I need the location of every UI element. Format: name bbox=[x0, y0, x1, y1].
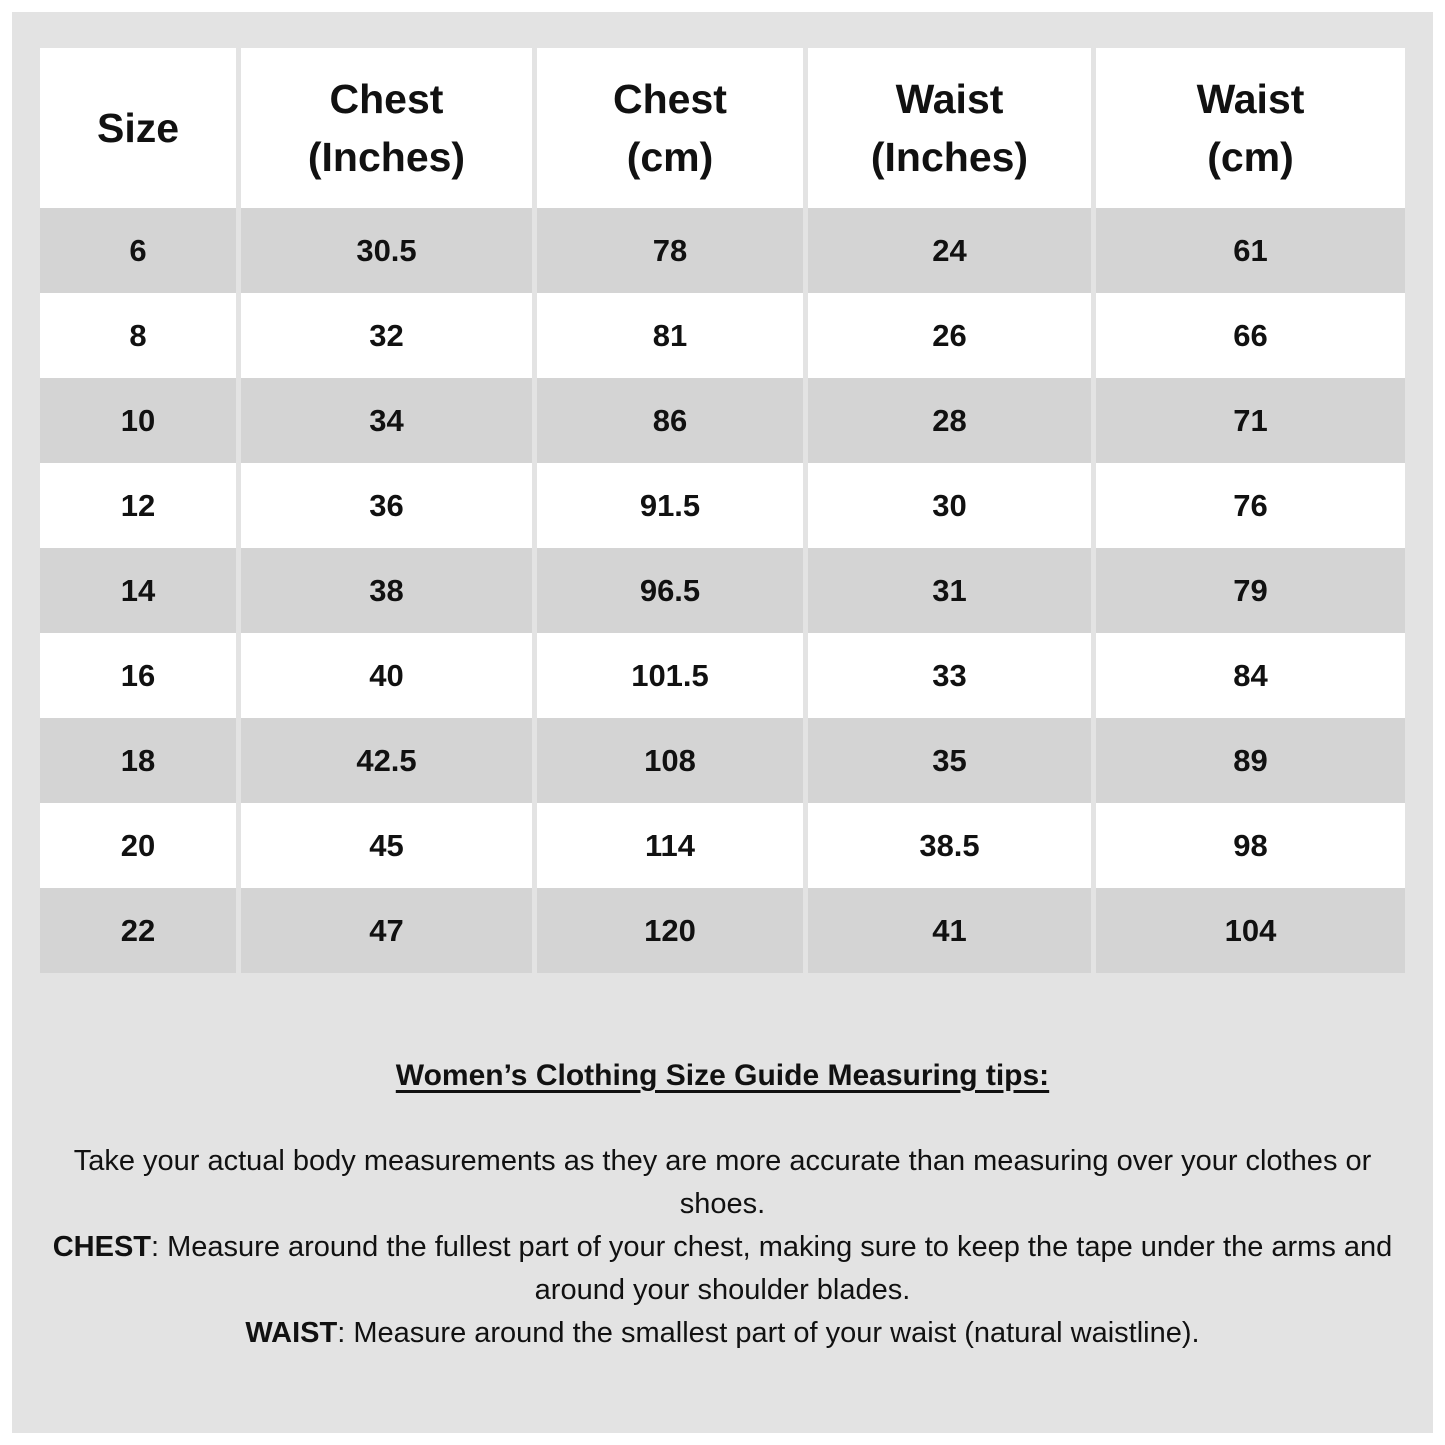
cell-chest-cm: 114 bbox=[537, 803, 803, 888]
tips-title: Women’s Clothing Size Guide Measuring tips: bbox=[395, 1059, 1050, 1092]
cell-chest-inches: 45 bbox=[241, 803, 532, 888]
cell-waist-inches: 41 bbox=[808, 888, 1091, 973]
header-size: Size bbox=[40, 48, 236, 208]
cell-chest-cm: 120 bbox=[537, 888, 803, 973]
header-chest-cm: Chest (cm) bbox=[537, 48, 803, 208]
cell-chest-inches: 42.5 bbox=[241, 718, 532, 803]
cell-waist-cm: 66 bbox=[1096, 293, 1405, 378]
tips-chest bbox=[40, 1226, 1405, 1312]
cell-waist-cm: 79 bbox=[1096, 548, 1405, 633]
cell-waist-inches: 33 bbox=[808, 633, 1091, 718]
cell-waist-inches: 26 bbox=[808, 293, 1091, 378]
cell-waist-inches: 35 bbox=[808, 718, 1091, 803]
header-chest-inches: Chest (Inches) bbox=[241, 48, 532, 208]
cell-chest-inches: 32 bbox=[241, 293, 532, 378]
tips-waist bbox=[40, 1312, 1405, 1355]
cell-waist-cm: 76 bbox=[1096, 463, 1405, 548]
header-waist-cm: Waist (cm) bbox=[1096, 48, 1405, 208]
cell-waist-cm: 84 bbox=[1096, 633, 1405, 718]
cell-chest-inches: 38 bbox=[241, 548, 532, 633]
cell-size: 16 bbox=[40, 633, 236, 718]
waist-label: WAIST bbox=[245, 1317, 338, 1349]
cell-chest-cm: 78 bbox=[537, 208, 803, 293]
cell-waist-inches: 24 bbox=[808, 208, 1091, 293]
cell-chest-inches: 40 bbox=[241, 633, 532, 718]
chest-instruction: : Measure around the fullest part of your chest, making sure to keep the tape under the arms and around your shoulder blades. bbox=[151, 1231, 1393, 1306]
size-chart-table bbox=[40, 48, 1405, 973]
cell-size: 6 bbox=[40, 208, 236, 293]
cell-size: 20 bbox=[40, 803, 236, 888]
cell-size: 22 bbox=[40, 888, 236, 973]
cell-waist-inches: 28 bbox=[808, 378, 1091, 463]
cell-waist-cm: 61 bbox=[1096, 208, 1405, 293]
cell-chest-cm: 81 bbox=[537, 293, 803, 378]
cell-chest-cm: 96.5 bbox=[537, 548, 803, 633]
cell-size: 18 bbox=[40, 718, 236, 803]
cell-chest-inches: 36 bbox=[241, 463, 532, 548]
cell-waist-cm: 104 bbox=[1096, 888, 1405, 973]
cell-chest-cm: 91.5 bbox=[537, 463, 803, 548]
cell-chest-inches: 34 bbox=[241, 378, 532, 463]
cell-waist-inches: 30 bbox=[808, 463, 1091, 548]
measuring-tips bbox=[40, 1052, 1405, 1355]
cell-chest-cm: 86 bbox=[537, 378, 803, 463]
waist-instruction: : Measure around the smallest part of your waist (natural waistline). bbox=[337, 1317, 1200, 1349]
cell-waist-inches: 38.5 bbox=[808, 803, 1091, 888]
cell-size: 10 bbox=[40, 378, 236, 463]
tips-intro: Take your actual body measurements as they are more accurate than measuring over your clothes or shoes. bbox=[73, 1145, 1372, 1220]
cell-size: 14 bbox=[40, 548, 236, 633]
cell-waist-cm: 89 bbox=[1096, 718, 1405, 803]
cell-chest-cm: 108 bbox=[537, 718, 803, 803]
cell-waist-inches: 31 bbox=[808, 548, 1091, 633]
cell-waist-cm: 71 bbox=[1096, 378, 1405, 463]
cell-size: 12 bbox=[40, 463, 236, 548]
cell-chest-cm: 101.5 bbox=[537, 633, 803, 718]
header-waist-inches: Waist (Inches) bbox=[808, 48, 1091, 208]
chest-label: CHEST bbox=[52, 1231, 152, 1263]
cell-waist-cm: 98 bbox=[1096, 803, 1405, 888]
cell-chest-inches: 47 bbox=[241, 888, 532, 973]
cell-size: 8 bbox=[40, 293, 236, 378]
cell-chest-inches: 30.5 bbox=[241, 208, 532, 293]
